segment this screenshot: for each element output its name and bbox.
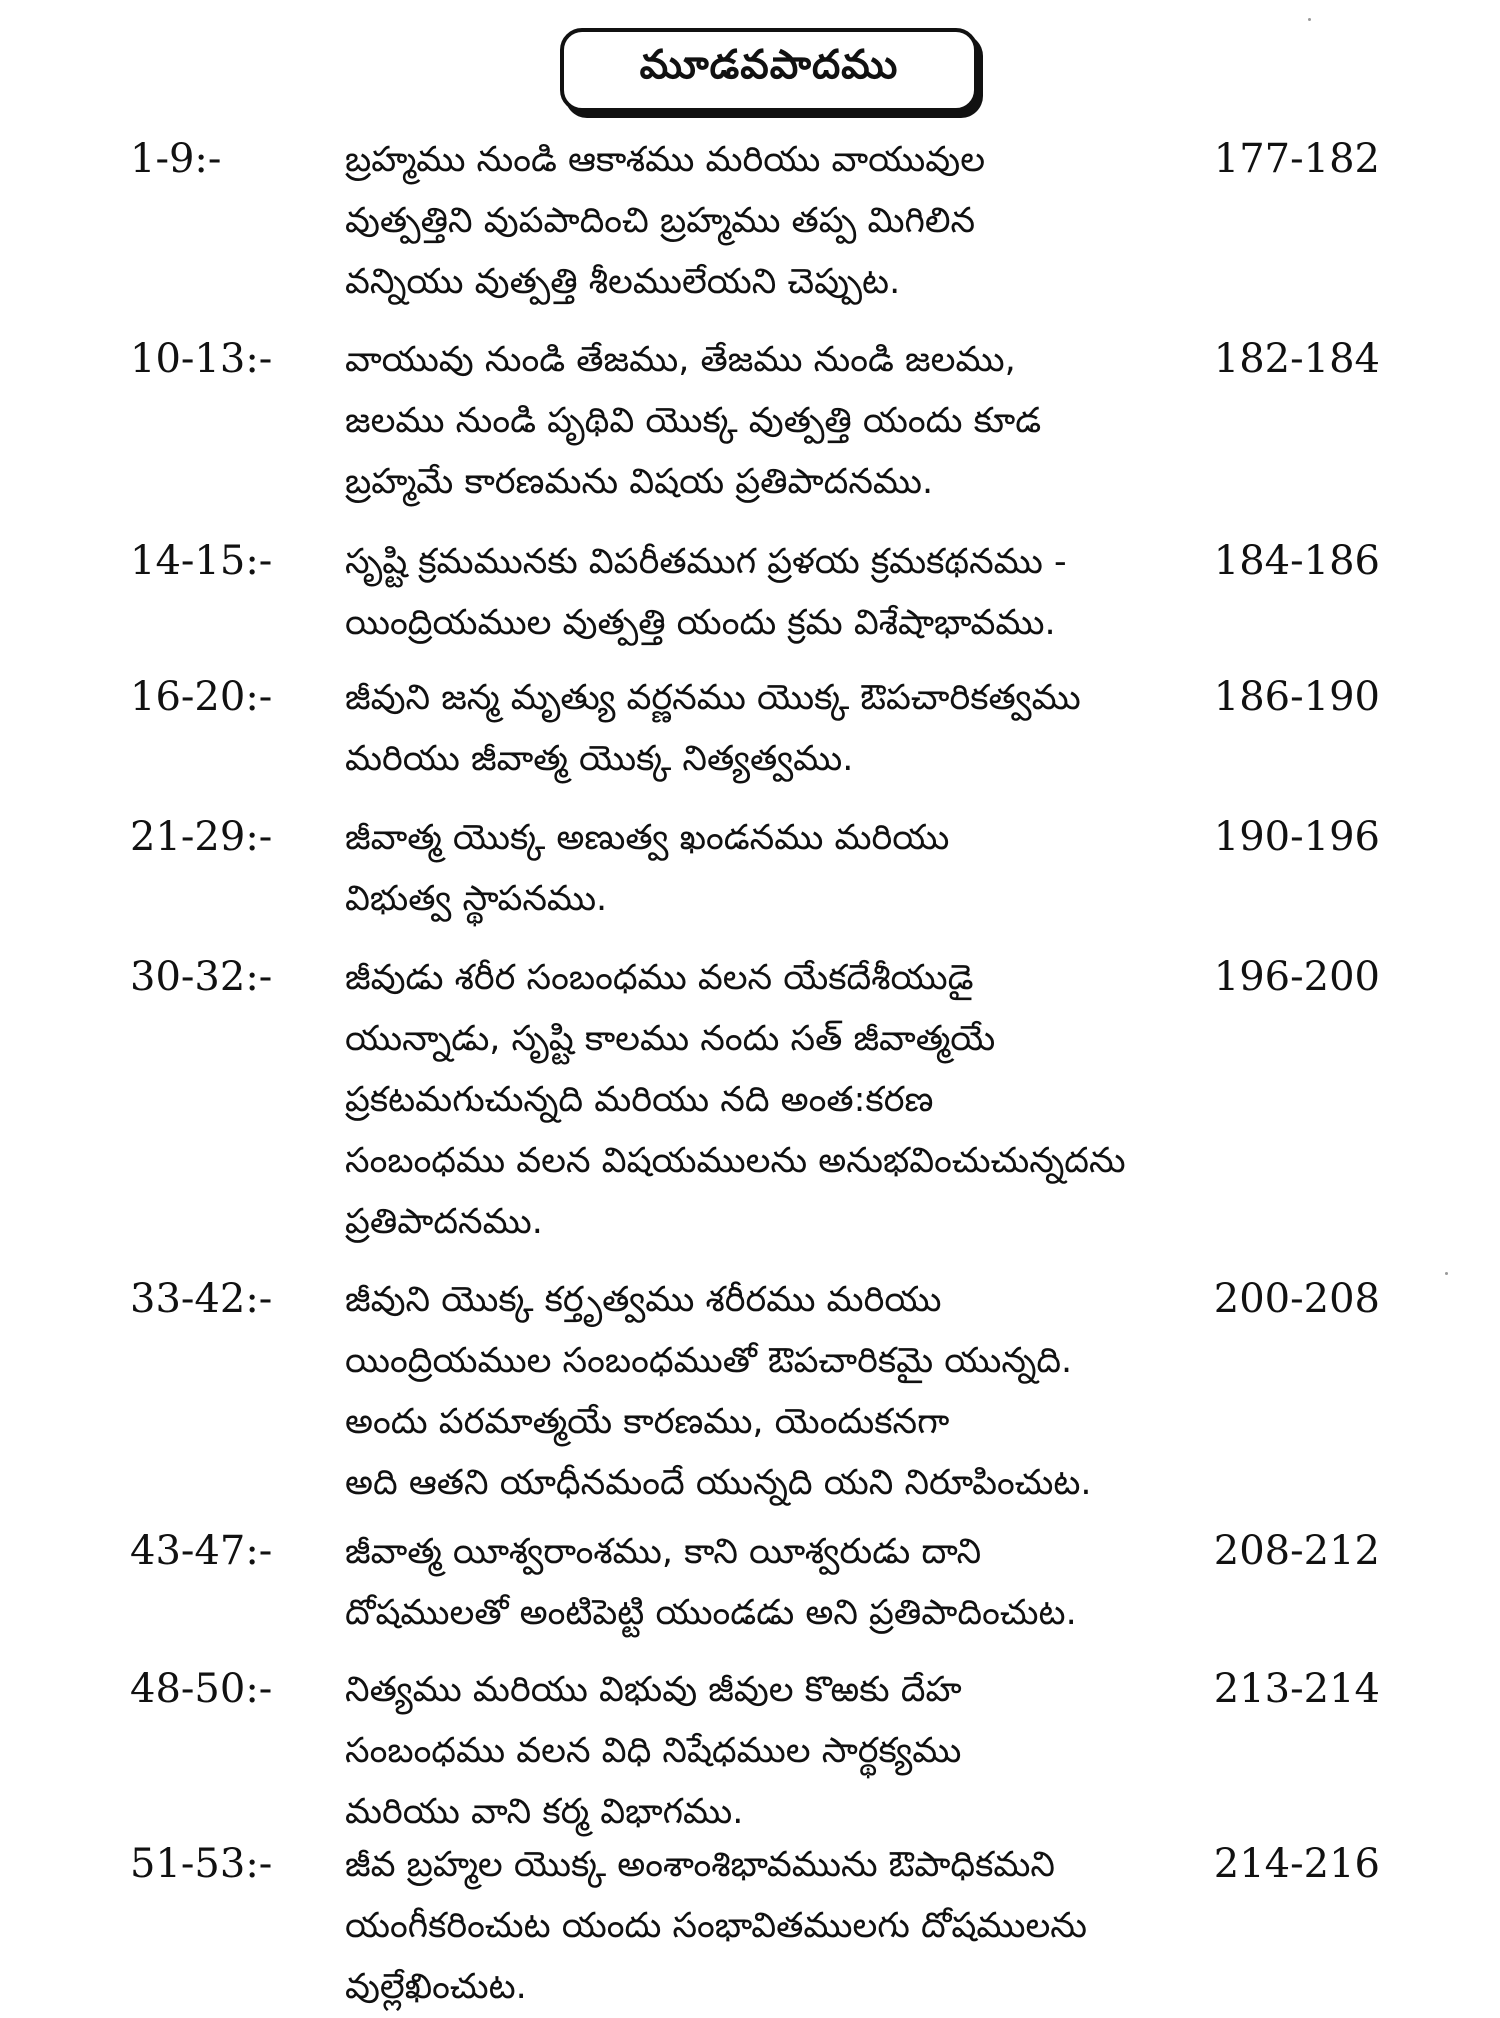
entry-description: [345, 948, 1225, 1253]
description-line: అందు పరమాత్మయే కారణము, యెందుకనగా: [345, 1402, 950, 1442]
page-range: 186-190: [1213, 674, 1380, 720]
description-line: ప్రతిపాదనము.: [345, 1202, 543, 1242]
description-line: వన్నియు వుత్పత్తి శీలములేయని చెప్పుట.: [345, 262, 901, 302]
page-range: 214-216: [1213, 1841, 1380, 1887]
entry-description: [345, 130, 1225, 313]
entry-description: [345, 808, 1225, 930]
description-line: దోషములతో అంటిపెట్టి యుండడు అని ప్రతిపాదించుట.: [345, 1593, 1077, 1633]
page-range: 208-212: [1213, 1528, 1380, 1574]
description-line: వుత్పత్తిని వుపపాదించి బ్రహ్మము తప్ప మిగిలిన: [345, 201, 976, 241]
scan-speck: [1308, 18, 1311, 21]
description-line: యింద్రియముల వుత్పత్తి యందు క్రమ విశేషాభావము.: [345, 603, 1056, 643]
entry-description: [345, 668, 1225, 790]
page-range: 196-200: [1213, 954, 1380, 1000]
sutra-range: 16-20:-: [130, 674, 273, 720]
entry-description: [345, 1835, 1225, 2018]
description-line: జీవ బ్రహ్మల యొక్క అంశాంశిభావమును ఔపాధికమని: [345, 1845, 1055, 1885]
scan-speck: [1445, 1272, 1448, 1275]
page-range: 184-186: [1213, 538, 1380, 584]
page-range: 200-208: [1213, 1276, 1380, 1322]
section-title-box: [560, 28, 978, 112]
description-line: జీవుని జన్మ మృత్యు వర్ణనము యొక్క ఔపచారికత్వము: [345, 678, 1081, 718]
sutra-range: 1-9:-: [130, 136, 222, 182]
entry-description: [345, 1270, 1225, 1514]
sutra-range: 51-53:-: [130, 1841, 273, 1887]
description-line: సంబంధము వలన విషయములను అనుభవించుచున్నదను: [345, 1141, 1126, 1181]
description-line: జీవాత్మ యొక్క అణుత్వ ఖండనము మరియు: [345, 818, 950, 858]
sutra-range: 21-29:-: [130, 814, 273, 860]
sutra-range: 30-32:-: [130, 954, 273, 1000]
description-line: యున్నాడు, సృష్టి కాలము నందు సత్ జీవాత్మయే: [345, 1019, 996, 1059]
description-line: జలము నుండి పృథివి యొక్క వుత్పత్తి యందు కూడ: [345, 401, 1042, 441]
description-line: మరియు వాని కర్మ విభాగము.: [345, 1792, 744, 1832]
section-title: మూడవపాదము: [639, 42, 899, 88]
description-line: బ్రహ్మమే కారణమను విషయ ప్రతిపాదనము.: [345, 462, 934, 502]
sutra-range: 10-13:-: [130, 336, 273, 382]
description-line: యంగీకరించుట యందు సంభావితములగు దోషములను: [345, 1906, 1087, 1946]
description-line: సృష్టి క్రమమునకు విపరీతముగ ప్రళయ క్రమకథనము -: [345, 542, 1067, 582]
description-line: జీవాత్మ యీశ్వరాంశము, కాని యీశ్వరుడు దాని: [345, 1532, 982, 1572]
entry-description: [345, 532, 1225, 654]
entry-description: [345, 1660, 1225, 1843]
page-range: 182-184: [1213, 336, 1380, 382]
description-line: నిత్యము మరియు విభువు జీవుల కొఱకు దేహ: [345, 1670, 962, 1710]
page-range: 213-214: [1213, 1666, 1380, 1712]
description-line: వాయువు నుండి తేజము, తేజము నుండి జలము,: [345, 340, 1016, 380]
description-line: జీవుడు శరీర సంబంధము వలన యేకదేశీయుడై: [345, 958, 974, 998]
sutra-range: 43-47:-: [130, 1528, 273, 1574]
page-range: 177-182: [1213, 136, 1380, 182]
entry-description: [345, 330, 1225, 513]
description-line: మరియు జీవాత్మ యొక్క నిత్యత్వము.: [345, 739, 854, 779]
description-line: సంబంధము వలన విధి నిషేధముల సార్థక్యము: [345, 1731, 962, 1771]
description-line: జీవుని యొక్క కర్తృత్వము శరీరము మరియు: [345, 1280, 942, 1320]
sutra-range: 48-50:-: [130, 1666, 273, 1712]
description-line: అది ఆతని యాధీనమందే యున్నది యని నిరూపించుట.: [345, 1463, 1092, 1503]
description-line: ప్రకటమగుచున్నది మరియు నది అంత:కరణ: [345, 1080, 934, 1120]
sutra-range: 14-15:-: [130, 538, 273, 584]
description-line: యింద్రియముల సంబంధముతో ఔపచారికమై యున్నది.: [345, 1341, 1073, 1381]
entry-description: [345, 1522, 1225, 1644]
sutra-range: 33-42:-: [130, 1276, 273, 1322]
description-line: వుల్లేఖించుట.: [345, 1967, 527, 2007]
description-line: విభుత్వ స్థాపనము.: [345, 879, 608, 919]
description-line: బ్రహ్మము నుండి ఆకాశము మరియు వాయువుల: [345, 140, 986, 180]
page-range: 190-196: [1213, 814, 1380, 860]
